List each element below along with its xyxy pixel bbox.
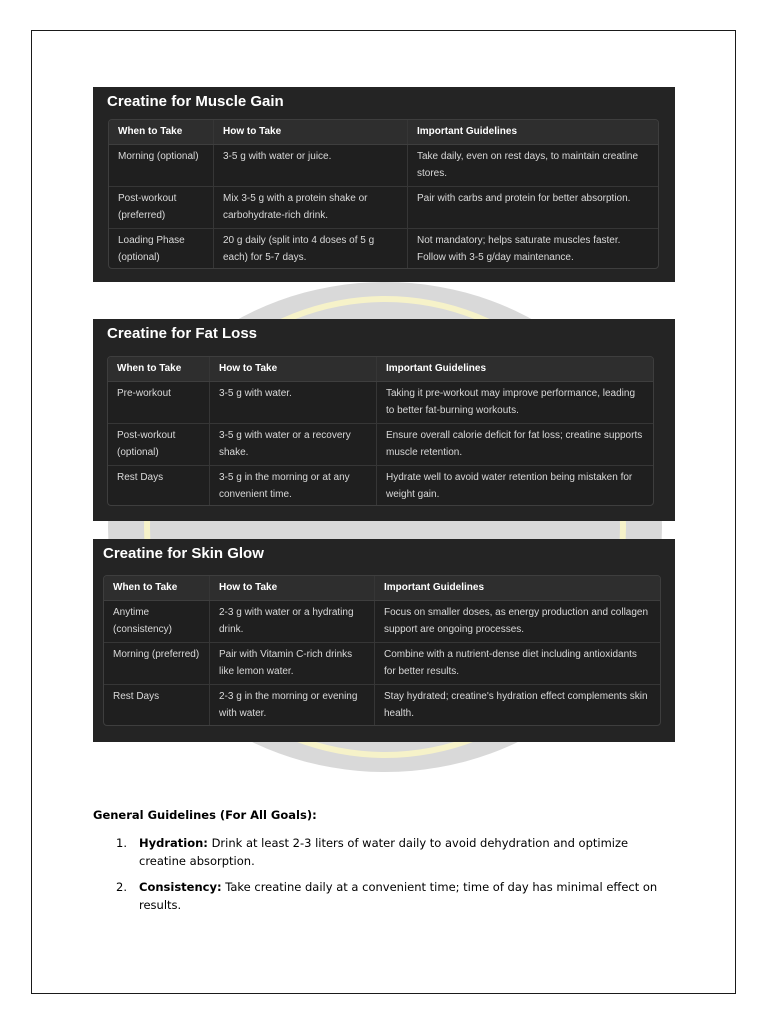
cell-when: Anytime (consistency) — [113, 607, 172, 635]
cell-how: 3-5 g with water. — [209, 382, 376, 423]
list-item-text: Take creatine daily at a convenient time; time of day has minimal effect on results. — [139, 880, 658, 912]
cell-guidelines: Stay hydrated; creatine's hydration effect complements skin health. — [374, 685, 660, 726]
table-row — [108, 424, 653, 466]
header-how: How to Take — [209, 357, 376, 381]
muscle-gain-table — [108, 119, 659, 269]
cell-guidelines: Ensure overall calorie deficit for fat loss; creatine supports muscle retention. — [376, 424, 653, 465]
cell-guidelines: Take daily, even on rest days, to maintain creatine stores. — [407, 145, 658, 186]
list-item-label: Consistency: — [139, 880, 222, 894]
table-row — [109, 145, 658, 187]
fat-loss-panel — [93, 319, 675, 521]
header-when: When to Take — [113, 582, 178, 593]
header-how: How to Take — [209, 576, 374, 600]
cell-when: Loading Phase (optional) — [118, 235, 185, 263]
table-row — [104, 601, 660, 643]
list-item — [116, 878, 676, 914]
cell-when: Rest Days — [117, 472, 164, 483]
fat-loss-title: Creatine for Fat Loss — [107, 325, 258, 342]
cell-when: Morning (optional) — [118, 151, 199, 162]
table-row — [109, 187, 658, 229]
general-guidelines-heading: General Guidelines (For All Goals): — [93, 808, 317, 822]
cell-how: 20 g daily (split into 4 doses of 5 g each) for 5-7 days. — [213, 229, 407, 269]
cell-how: 3-5 g in the morning or at any convenient time. — [209, 466, 376, 506]
cell-guidelines: Focus on smaller doses, as energy production and collagen support are ongoing processes. — [374, 601, 660, 642]
list-item-number: 2. — [116, 880, 127, 894]
table-row — [104, 685, 660, 726]
cell-when: Rest Days — [113, 691, 160, 702]
skin-glow-title: Creatine for Skin Glow — [103, 545, 264, 562]
list-item — [116, 834, 676, 870]
cell-how: 3-5 g with water or juice. — [213, 145, 407, 186]
cell-guidelines: Combine with a nutrient-dense diet including antioxidants for better results. — [374, 643, 660, 684]
skin-glow-panel — [93, 539, 675, 742]
cell-when: Pre-workout — [117, 388, 171, 399]
list-item-number: 1. — [116, 836, 127, 850]
cell-guidelines: Taking it pre-workout may improve performance, leading to better fat-burning workouts. — [376, 382, 653, 423]
header-guidelines: Important Guidelines — [374, 576, 660, 600]
muscle-gain-panel — [93, 87, 675, 282]
header-guidelines: Important Guidelines — [407, 120, 658, 144]
muscle-gain-title: Creatine for Muscle Gain — [107, 93, 284, 110]
fat-loss-table — [107, 356, 654, 506]
list-item-text: Drink at least 2-3 liters of water daily to avoid dehydration and optimize creatine absorption. — [139, 836, 629, 868]
table-row — [104, 643, 660, 685]
table-header-row — [104, 576, 660, 601]
cell-guidelines: Not mandatory; helps saturate muscles faster. Follow with 3-5 g/day maintenance. — [407, 229, 658, 269]
header-when: When to Take — [117, 363, 182, 374]
table-header-row — [109, 120, 658, 145]
cell-when: Post-workout (preferred) — [118, 193, 177, 221]
cell-how: Mix 3-5 g with a protein shake or carbohydrate-rich drink. — [213, 187, 407, 228]
table-row — [108, 466, 653, 506]
cell-how: 3-5 g with water or a recovery shake. — [209, 424, 376, 465]
header-when: When to Take — [118, 126, 183, 137]
cell-guidelines: Hydrate well to avoid water retention being mistaken for weight gain. — [376, 466, 653, 506]
table-row — [109, 229, 658, 269]
table-header-row — [108, 357, 653, 382]
table-row — [108, 382, 653, 424]
skin-glow-table — [103, 575, 661, 726]
header-guidelines: Important Guidelines — [376, 357, 653, 381]
cell-how: Pair with Vitamin C-rich drinks like lemon water. — [209, 643, 374, 684]
cell-how: 2-3 g in the morning or evening with water. — [209, 685, 374, 726]
cell-how: 2-3 g with water or a hydrating drink. — [209, 601, 374, 642]
general-guidelines-list — [116, 834, 676, 922]
cell-when: Morning (preferred) — [113, 649, 200, 660]
cell-when: Post-workout (optional) — [117, 430, 176, 458]
cell-guidelines: Pair with carbs and protein for better absorption. — [407, 187, 658, 228]
header-how: How to Take — [213, 120, 407, 144]
list-item-label: Hydration: — [139, 836, 208, 850]
